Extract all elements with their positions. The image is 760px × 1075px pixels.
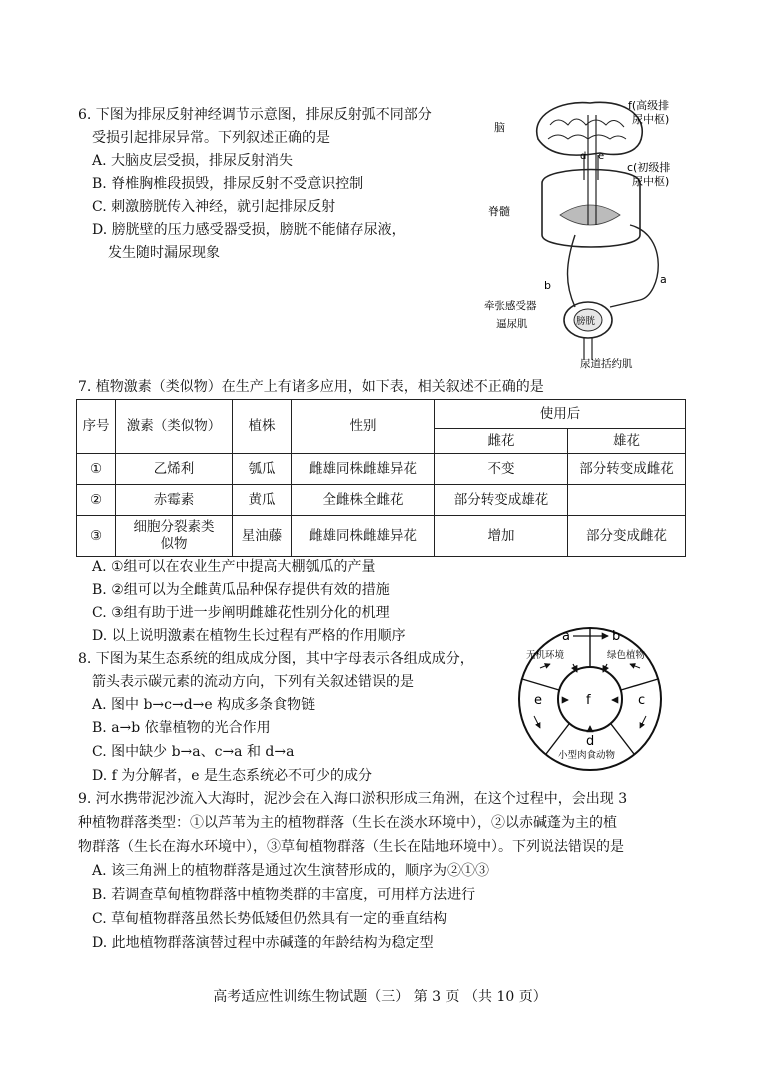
- row3-male: 部分变成雌花: [568, 516, 686, 557]
- row2-plant: 黄瓜: [233, 485, 292, 516]
- row2-male: [568, 485, 686, 516]
- q8-stem-line1: 8. 下图为某生态系统的组成成分图，其中字母表示各组成成分，: [78, 651, 474, 667]
- hormone-table: [76, 399, 686, 557]
- eco-label-carnivore: 小型肉食动物: [558, 750, 616, 761]
- label-c-line2: 尿中枢): [632, 175, 670, 188]
- row3-hormone-line2: 似物: [160, 536, 188, 552]
- label-f-line2: 尿中枢): [632, 113, 670, 126]
- row3-no: ③: [77, 516, 116, 557]
- label-b: b: [544, 279, 551, 292]
- row3-female: 增加: [435, 516, 568, 557]
- row1-male: 部分转变成雌花: [568, 454, 686, 485]
- q6-stem-line1: 6. 下图为排尿反射神经调节示意图，排尿反射弧不同部分: [78, 107, 432, 123]
- q9-option-b: B. 若调查草甸植物群落中植物类群的丰富度，可用样方法进行: [92, 887, 476, 903]
- label-f-line1: f(高级排: [628, 99, 670, 112]
- eco-label-env: 无机环境: [526, 650, 565, 661]
- eco-label-d: d: [586, 734, 595, 749]
- row3-hormone: [116, 516, 233, 557]
- label-brain: 脑: [494, 121, 505, 134]
- label-c-line1: c(初级排: [627, 161, 671, 174]
- ecosystem-diagram: [510, 624, 670, 774]
- row1-no: ①: [77, 454, 116, 485]
- q9-option-c: C. 草甸植物群落虽然长势低矮但仍然具有一定的垂直结构: [92, 911, 448, 927]
- q9-option-a: A. 该三角洲上的植物群落是通过次生演替形成的，顺序为②①③: [92, 863, 490, 879]
- nerve-a: [610, 225, 658, 307]
- q6-option-c: C. 刺激膀胱传入神经，就引起排尿反射: [92, 199, 336, 215]
- eco-label-a: a: [562, 629, 570, 644]
- micturition-reflex-diagram: [480, 95, 690, 375]
- spinal-grey-matter: [560, 205, 620, 225]
- label-spinal: 脊髓: [488, 205, 510, 218]
- q7-option-d: D. 以上说明激素在植物生长过程有严格的作用顺序: [92, 628, 406, 644]
- label-detrusor: 逼尿肌: [496, 318, 528, 330]
- q9-stem-line3: 物群落（生长在海水环境中），③草甸植物群落（生长在陆地环境中）。下列说法错误的是: [78, 839, 624, 855]
- q9-stem-line1: 9. 河水携带泥沙流入大海时，泥沙会在入海口淤积形成三角洲，在这个过程中，会出现 3: [78, 791, 628, 807]
- q7-option-a: A. ①组可以在农业生产中提高大棚瓠瓜的产量: [92, 559, 376, 575]
- q9-stem-line2: 种植物群落类型：①以芦苇为主的植物群落（生长在淡水环境中），②以赤碱蓬为主的植: [78, 815, 617, 831]
- label-stretch-receptor: 牵张感受器: [484, 300, 537, 312]
- th-plant: 植株: [233, 400, 292, 454]
- q6-option-b: B. 脊椎胸椎段损毁，排尿反射不受意识控制: [92, 176, 364, 192]
- brain-shape: [537, 102, 643, 155]
- label-e: e: [598, 151, 605, 162]
- row3-sex: 雌雄同株雌雄异花: [292, 516, 435, 557]
- label-d: d: [580, 151, 587, 162]
- q8-option-d: D. f 为分解者，e 是生态系统必不可少的成分: [92, 768, 372, 784]
- th-no: 序号: [77, 400, 116, 454]
- q8-option-b: B. a→b 依靠植物的光合作用: [92, 720, 271, 736]
- eco-label-e: e: [534, 693, 542, 708]
- table-row: [77, 454, 686, 485]
- q6-option-a: A. 大脑皮层受损，排尿反射消失: [92, 153, 294, 169]
- brain-folds: [548, 119, 626, 139]
- row1-female: 不变: [435, 454, 568, 485]
- eco-label-plant: 绿色植物: [607, 650, 646, 661]
- label-a: a: [660, 273, 667, 286]
- row3-plant: 星油藤: [233, 516, 292, 557]
- row2-female: 部分转变成雄花: [435, 485, 568, 516]
- row2-sex: 全雌株全雌花: [292, 485, 435, 516]
- row1-sex: 雌雄同株雌雄异花: [292, 454, 435, 485]
- q7-option-b: B. ②组可以为全雌黄瓜品种保存提供有效的措施: [92, 582, 390, 598]
- row2-hormone: 赤霉素: [116, 485, 233, 516]
- q6-option-d-line2: 发生随时漏尿现象: [108, 245, 220, 261]
- q9-option-d: D. 此地植物群落演替过程中赤碱蓬的年龄结构为稳定型: [92, 935, 434, 951]
- eco-label-c: c: [638, 693, 646, 708]
- page-footer: 高考适应性训练生物试题（三） 第 3 页 （共 10 页）: [213, 989, 547, 1005]
- label-bladder: 膀胱: [576, 316, 596, 327]
- row2-no: ②: [77, 485, 116, 516]
- q6-option-d-line1: D. 膀胱壁的压力感受器受损，膀胱不能储存尿液，: [92, 222, 406, 238]
- th-after-use: 使用后: [435, 400, 686, 429]
- label-sphincter: 尿道括约肌: [580, 358, 633, 370]
- q7-option-c: C. ③组有助于进一步阐明雌雄花性别分化的机理: [92, 605, 390, 621]
- th-sex: 性别: [292, 400, 435, 454]
- row1-hormone: 乙烯利: [116, 454, 233, 485]
- th-hormone: 激素（类似物）: [116, 400, 233, 454]
- row1-plant: 瓠瓜: [233, 454, 292, 485]
- table-row: [77, 485, 686, 516]
- eco-label-f: f: [586, 693, 591, 708]
- th-male: 雄花: [568, 429, 686, 454]
- q8-option-a: A. 图中 b→c→d→e 构成多条食物链: [92, 697, 316, 713]
- table-row: [77, 516, 686, 557]
- q7-stem: 7. 植物激素（类似物）在生产上有诸多应用，如下表，相关叙述不正确的是: [78, 379, 544, 395]
- eco-label-b: b: [612, 629, 621, 644]
- row3-hormone-line1: 细胞分裂素类: [133, 519, 215, 535]
- q8-stem-line2: 箭头表示碳元素的流动方向，下列有关叙述错误的是: [92, 674, 414, 690]
- q8-option-c: C. 图中缺少 b→a、c→a 和 d→a: [92, 744, 295, 760]
- th-female: 雌花: [435, 429, 568, 454]
- q6-stem-line2: 受损引起排尿异常。下列叙述正确的是: [92, 130, 330, 146]
